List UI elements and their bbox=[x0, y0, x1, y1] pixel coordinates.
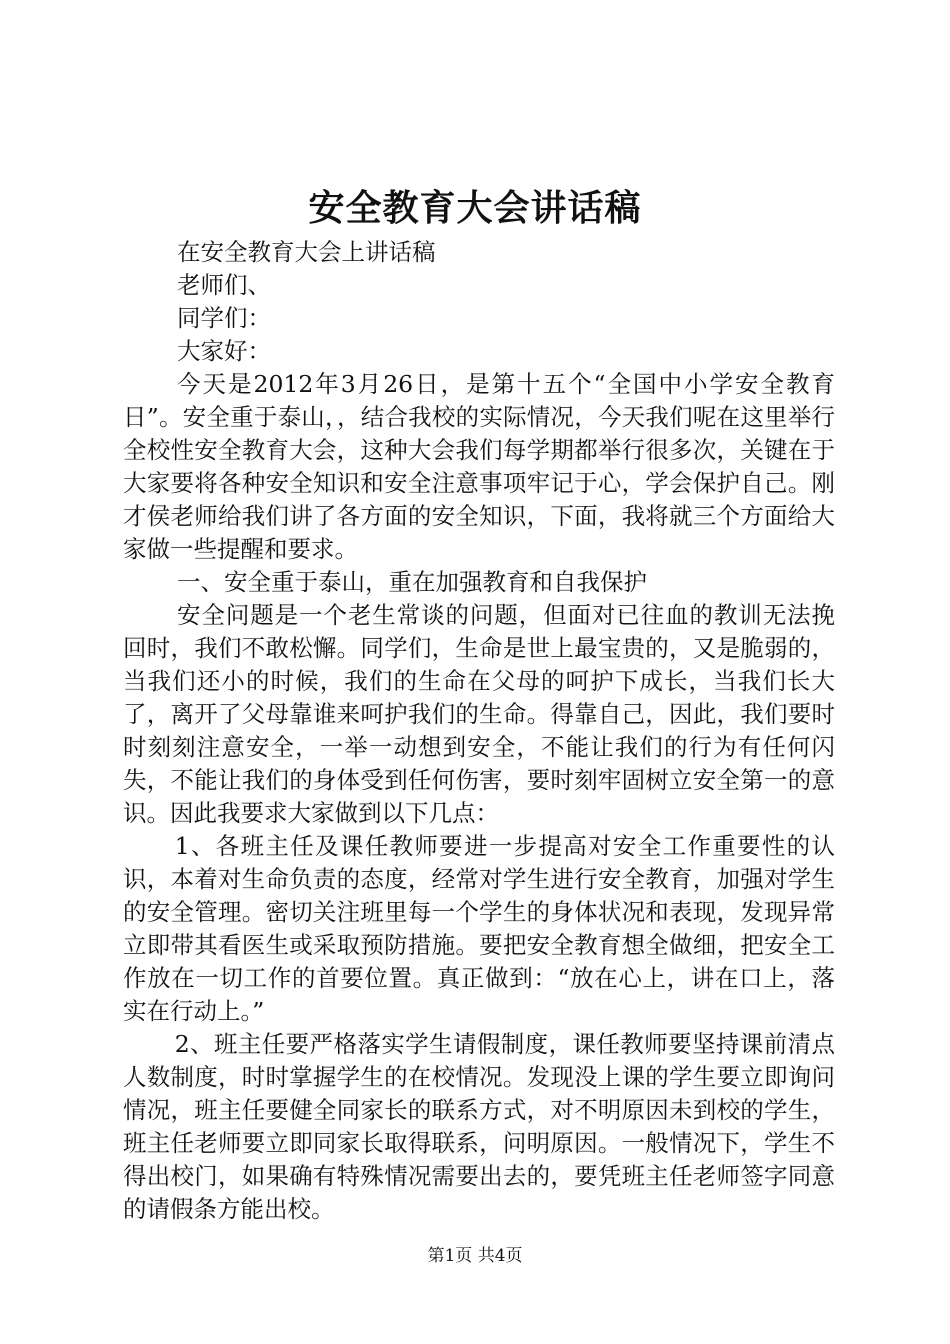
paragraph-greeting: 大家好： bbox=[177, 337, 272, 365]
paragraph-salutation-teachers: 老师们、 bbox=[177, 271, 272, 299]
paragraph-heading-line: 在安全教育大会上讲话稿 bbox=[177, 238, 436, 266]
page-number-footer: 第1页 共4页 bbox=[427, 1246, 523, 1266]
document-body bbox=[123, 236, 835, 1226]
paragraph-point-1: 1、各班主任及课任教师要进一步提高对安全工作重要性的认识，本着对生命负责的态度，经常对学生进行安全教育，加强对学生的安全管理。密切关注班里每一个学生的身体状况和表现，发现异常立即带其看医生或采取预防措施。要把安全教育想全做细，把安全工作放在一切工作的首要位置。真正做到：“放在心上，讲在口上，落实在行动上。” bbox=[123, 832, 835, 1025]
paragraph-section-heading-1: 一、安全重于泰山，重在加强教育和自我保护 bbox=[177, 568, 648, 596]
document-title: 安全教育大会讲话稿 bbox=[308, 187, 642, 229]
paragraph-intro: 今天是2012年3月26日，是第十五个“全国中小学安全教育日”。安全重于泰山，，结合我校的实际情况，今天我们呢在这里举行全校性安全教育大会，这种大会我们每学期都举行很多次，关键在于大家要将各种安全知识和安全注意事项牢记于心，学会保护自己。刚才侯老师给我们讲了各方面的安全知识，下面，我将就三个方面给大家做一些提醒和要求。 bbox=[123, 370, 835, 563]
paragraph-safety-importance: 安全问题是一个老生常谈的问题，但面对已往血的教训无法挽回时，我们不敢松懈。同学们，生命是世上最宝贵的，又是脆弱的，当我们还小的时候，我们的生命在父母的呵护下成长，当我们长大了，离开了父母靠谁来呵护我们的生命。得靠自己，因此，我们要时时刻刻注意安全，一举一动想到安全，不能让我们的行为有任何闪失，不能让我们的身体受到任何伤害，要时刻牢固树立安全第一的意识。因此我要求大家做到以下几点： bbox=[123, 601, 835, 827]
paragraph-salutation-students: 同学们： bbox=[177, 304, 272, 332]
paragraph-point-2: 2、班主任要严格落实学生请假制度，课任教师要坚持课前清点人数制度，时时掌握学生的在校情况。发现没上课的学生要立即询问情况，班主任要健全同家长的联系方式，对不明原因未到校的学生，班主任老师要立即同家长取得联系，问明原因。一般情况下，学生不得出校门，如果确有特殊情况需要出去的，要凭班主任老师签字同意的请假条方能出校。 bbox=[123, 1030, 835, 1223]
